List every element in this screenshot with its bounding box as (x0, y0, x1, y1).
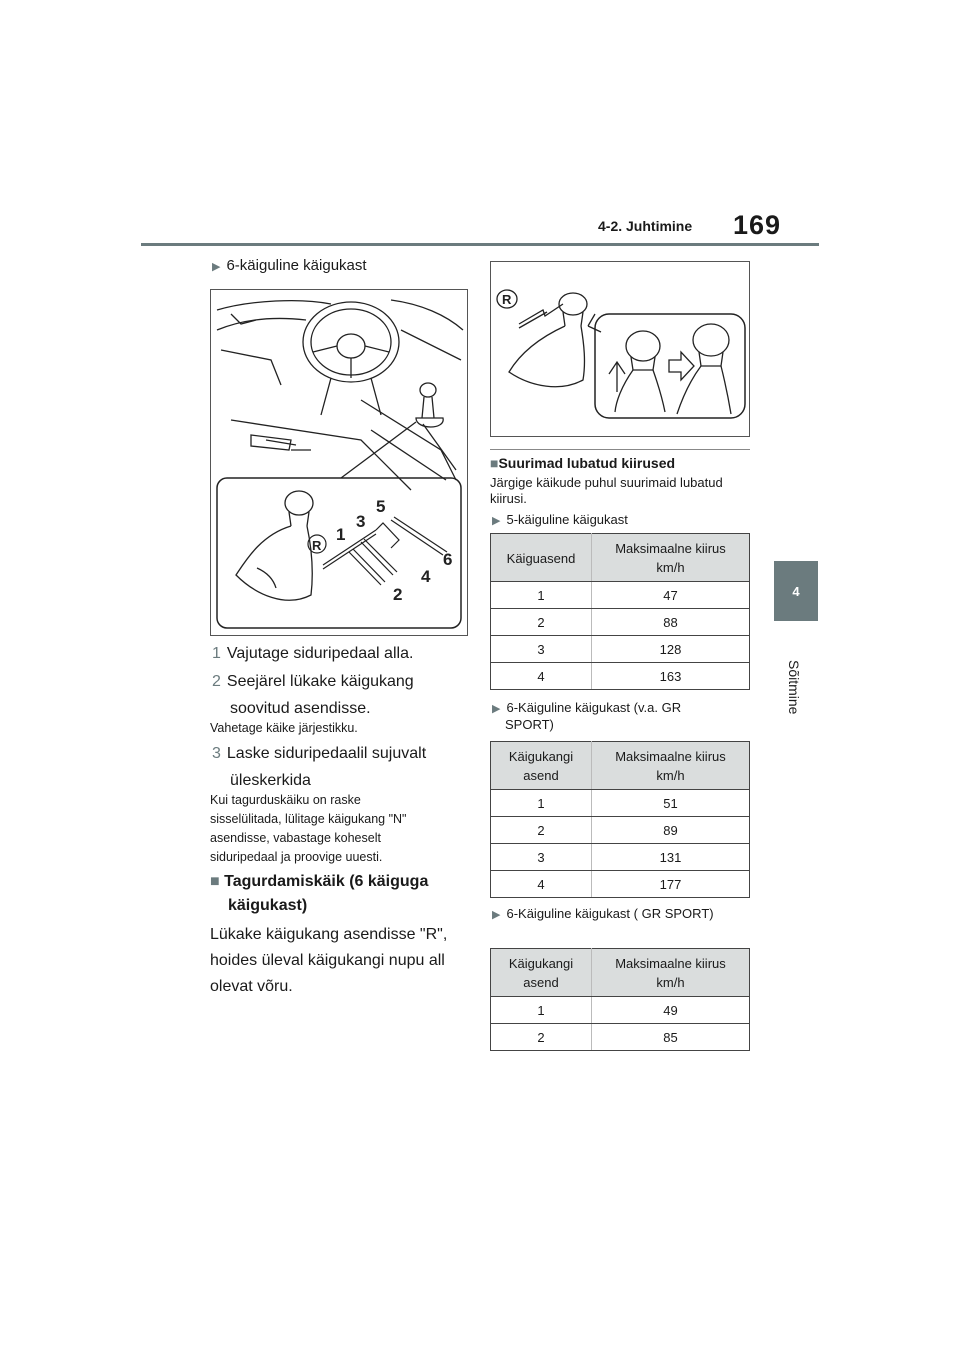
table-caption-text-cont: SPORT) (505, 717, 554, 732)
table-cell: 89 (592, 817, 750, 844)
table-row (491, 871, 750, 898)
square-bullet-icon: ■ (210, 873, 220, 890)
table-caption (492, 512, 628, 527)
table-cell: 3 (491, 844, 592, 871)
figure-caption-text: 6-käiguline käigukast (226, 257, 367, 274)
table-cell: 4 (491, 663, 592, 690)
table-cell: 51 (592, 790, 750, 817)
reverse-gear-illustration (490, 261, 750, 437)
step-number: 2 (212, 673, 221, 690)
table-cell: 2 (491, 1024, 592, 1051)
col-header: Maksimaalne kiirus km/h (592, 742, 750, 790)
table-row (491, 636, 750, 663)
speed-intro (490, 475, 723, 507)
table-cell: 4 (491, 871, 592, 898)
note-line: siduripedaal ja proovige uuesti. (210, 850, 383, 864)
table-row (491, 817, 750, 844)
table-cell: 1 (491, 997, 592, 1024)
header-divider (141, 243, 819, 246)
car-interior-drawing (211, 290, 467, 635)
step-text: Seejärel lükake käigukang (226, 673, 414, 690)
table-row (491, 790, 750, 817)
reverse-label: R (502, 292, 512, 307)
table-caption (492, 906, 714, 921)
reverse-body (210, 922, 447, 1000)
table-cell: 177 (592, 871, 750, 898)
table-header-row (491, 949, 750, 997)
chapter-tab[interactable]: 4 (774, 561, 818, 621)
speed-heading-text: Suurimad lubatud kiirused (498, 455, 676, 471)
figure-caption (212, 257, 367, 274)
square-bullet-icon: ■ (490, 455, 499, 471)
note-line: asendisse, vabastage koheselt (210, 831, 381, 845)
gear-label: 6 (443, 550, 453, 569)
table-row (491, 1024, 750, 1051)
table-row (491, 663, 750, 690)
table-cell: 131 (592, 844, 750, 871)
reverse-heading-text-cont: käigukast) (228, 897, 308, 914)
reverse-heading-text: Tagurdamiskäik (6 käiguga (224, 873, 429, 890)
section-divider (490, 449, 750, 450)
step-3 (212, 740, 426, 794)
table-cell: 85 (592, 1024, 750, 1051)
step-text: Vajutage siduripedaal alla. (226, 645, 414, 662)
speed-intro-line: kiirusi. (490, 491, 527, 506)
table-row (491, 997, 750, 1024)
note-line: Kui tagurduskäiku on raske (210, 793, 361, 807)
table-row (491, 844, 750, 871)
reverse-lever-drawing (491, 262, 749, 436)
table-cell: 88 (592, 609, 750, 636)
table-caption-text: 5-käiguline käigukast (506, 512, 628, 527)
table-header-row (491, 534, 750, 582)
col-header: Käigukangi asend (491, 742, 592, 790)
table-cell: 163 (592, 663, 750, 690)
table-caption-text: 6-Käiguline käigukast (v.a. GR (506, 700, 682, 715)
speed-intro-line: Järgige käikude puhul suurimaid lubatud (490, 475, 723, 490)
step-text-cont: üleskerkida (230, 772, 311, 789)
col-header: Käigukangi asend (491, 949, 592, 997)
table-cell: 2 (491, 817, 592, 844)
triangle-bullet-icon: ▶ (492, 703, 501, 715)
gear-label: 4 (421, 567, 431, 586)
speed-heading (490, 455, 675, 471)
gear-label: 3 (356, 512, 366, 531)
col-header: Käiguasend (491, 534, 592, 582)
table-cell: 3 (491, 636, 592, 663)
triangle-bullet-icon: ▶ (492, 909, 501, 921)
speed-table-6mt-gr-sport (490, 948, 750, 1051)
step-number: 3 (212, 745, 221, 762)
step-text: Laske siduripedaalil sujuvalt (226, 745, 427, 762)
gear-label: 5 (376, 497, 386, 516)
note-reverse-hint (210, 791, 406, 867)
step-2 (212, 668, 414, 722)
table-caption-text: 6-Käiguline käigukast ( GR SPORT) (506, 906, 714, 921)
gear-shift-illustration (210, 289, 468, 636)
reverse-heading (210, 870, 428, 918)
note-line: sisselülitada, lülitage käigukang "N" (210, 812, 407, 826)
table-row (491, 582, 750, 609)
table-cell: 49 (592, 997, 750, 1024)
section-title: 4-2. Juhtimine (598, 218, 693, 234)
gear-label: 2 (393, 585, 403, 604)
table-cell: 128 (592, 636, 750, 663)
reverse-body-line: Lükake käigukang asendisse "R", (210, 926, 448, 943)
col-header: Maksimaalne kiirus km/h (592, 534, 750, 582)
table-cell: 47 (592, 582, 750, 609)
table-header-row (491, 742, 750, 790)
table-cell: 2 (491, 609, 592, 636)
gear-label: 1 (336, 525, 346, 544)
triangle-bullet-icon: ▶ (492, 515, 501, 527)
note-sequential: Vahetage käike järjestikku. (210, 721, 358, 735)
gear-label: R (312, 538, 322, 553)
speed-table-6mt (490, 741, 750, 898)
table-row (491, 609, 750, 636)
table-cell: 1 (491, 582, 592, 609)
table-caption (492, 700, 681, 732)
speed-table-5mt (490, 533, 750, 690)
page-number: 169 (733, 210, 782, 240)
step-1 (212, 640, 413, 667)
reverse-body-line: olevat võru. (210, 978, 293, 995)
triangle-bullet-icon: ▶ (212, 261, 221, 273)
reverse-body-line: hoides üleval käigukangi nupu all (210, 952, 445, 969)
step-number: 1 (212, 645, 221, 662)
table-cell: 1 (491, 790, 592, 817)
chapter-title-text: Sõitmine (786, 660, 802, 715)
col-header: Maksimaalne kiirus km/h (592, 949, 750, 997)
step-text-cont: soovitud asendisse. (230, 700, 371, 717)
